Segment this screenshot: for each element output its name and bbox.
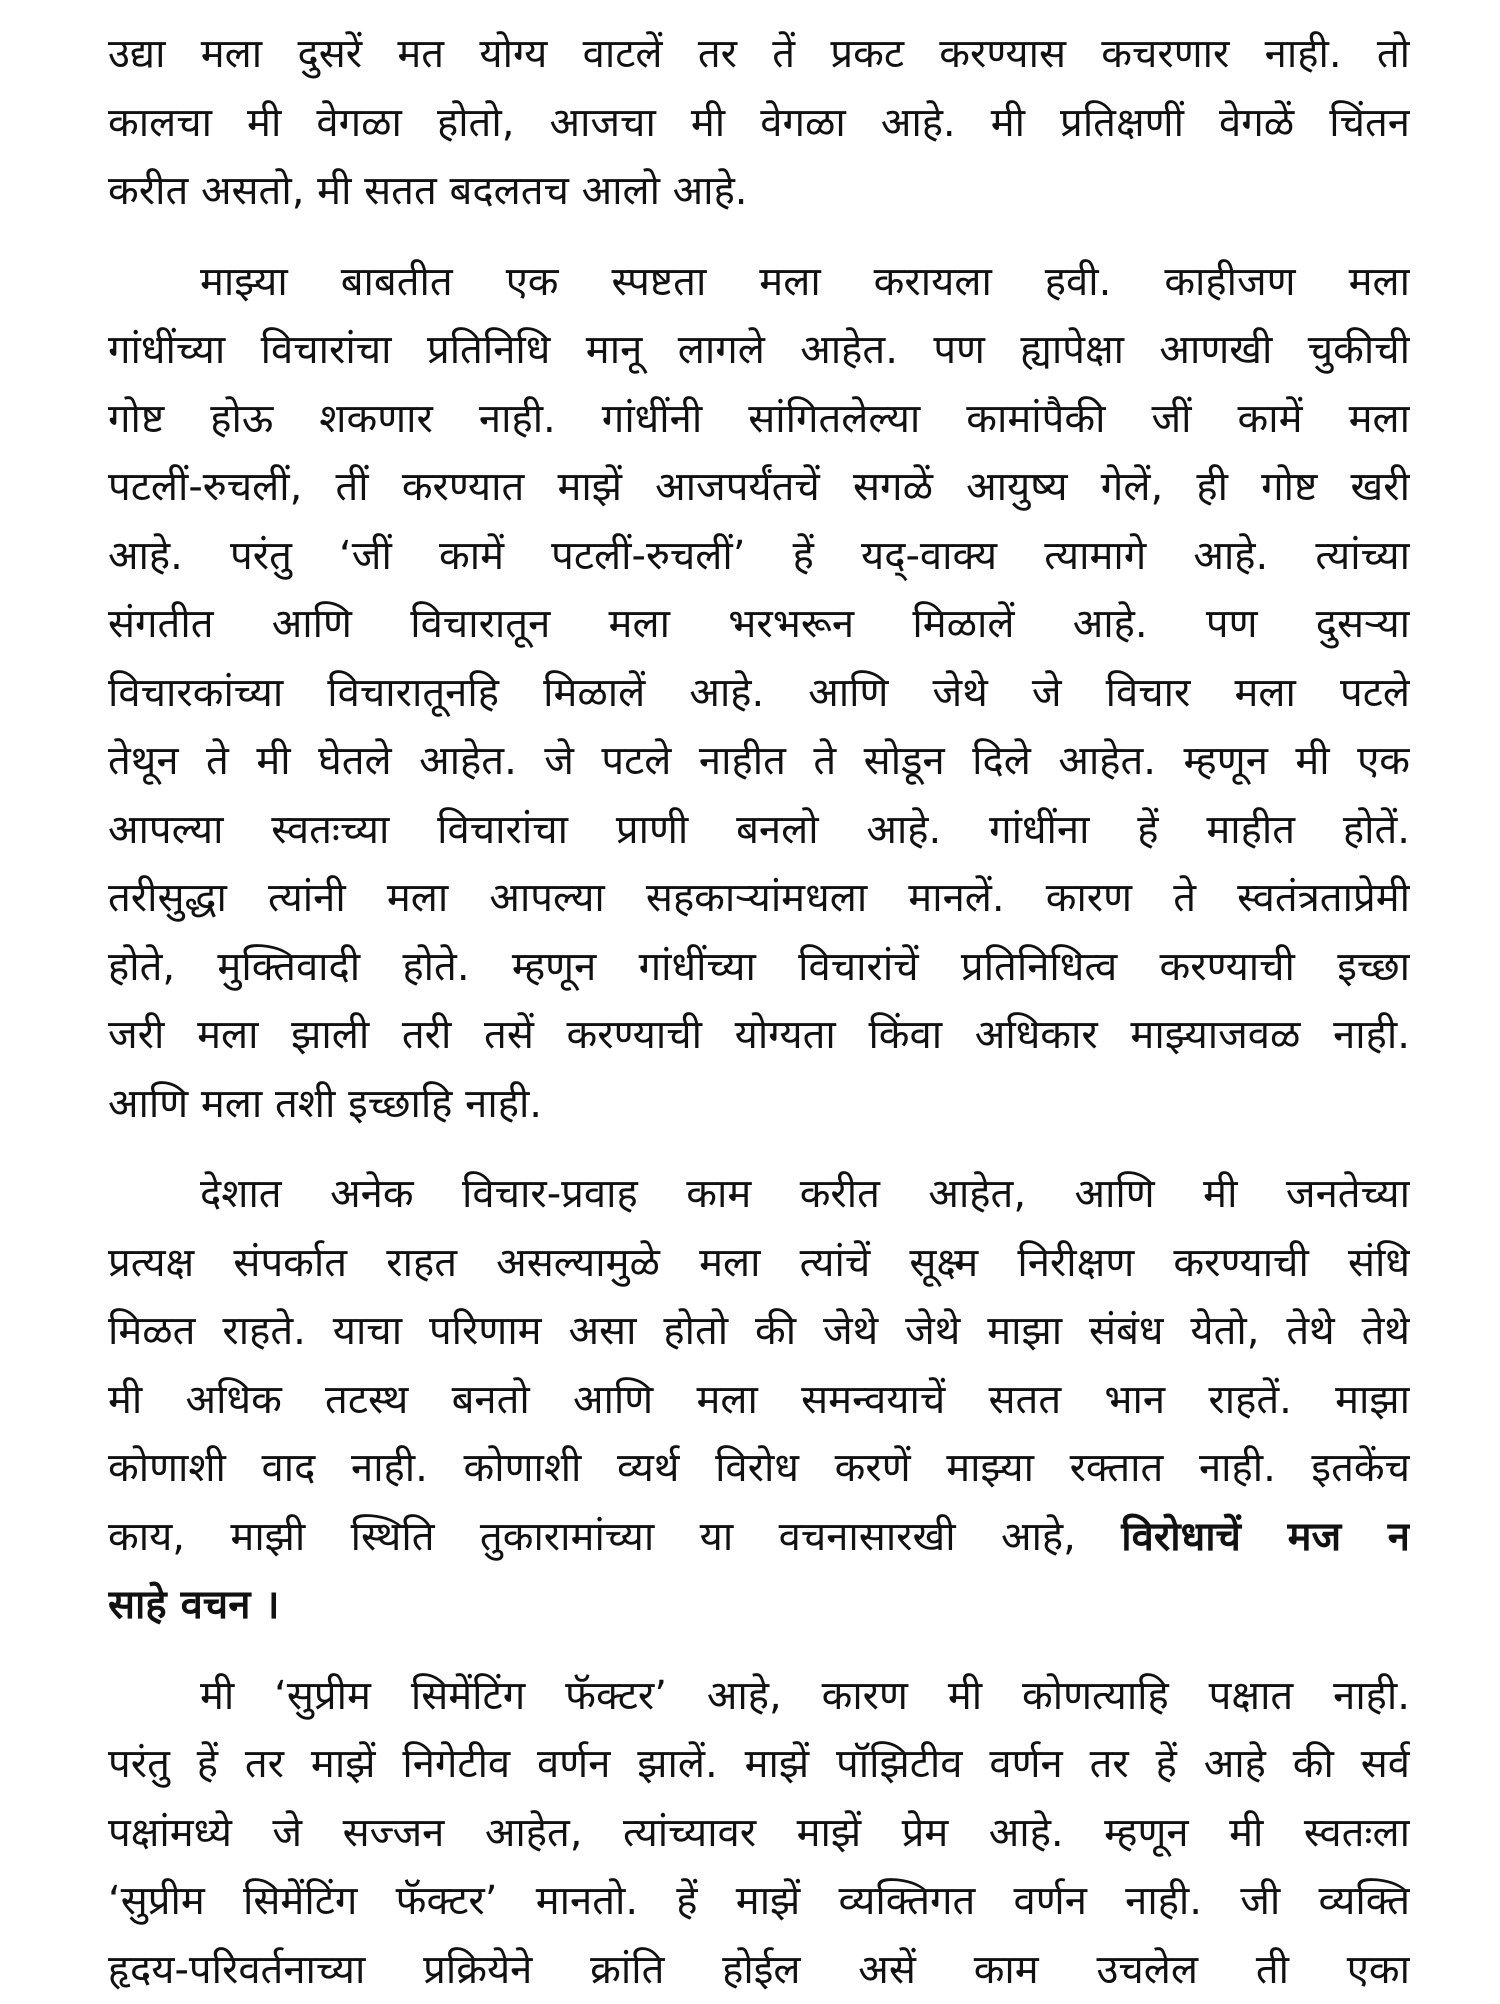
- text-line: देशात अनेक विचार-प्रवाह काम करीत आहेत, आणि मी जनतेच्या: [108, 1160, 1410, 1229]
- text-line: ‘सुप्रीम सिमेंटिंग फॅक्टर’ मानतो. हें माझें व्यक्तिगत वर्णन नाही. जी व्यक्ति: [108, 1867, 1410, 1936]
- paragraph-4: [108, 1662, 1410, 2004]
- text-line: उद्या मला दुसरें मत योग्य वाटलें तर तें प्रकट करण्यास कचरणार नाही. तो: [108, 20, 1410, 89]
- text-line: प्रत्यक्ष संपर्कात राहत असल्यामुळे मला त्यांचें सूक्ष्म निरीक्षण करण्याची संधि: [108, 1229, 1410, 1298]
- text-line: माझ्या बाबतीत एक स्पष्टता मला करायला हवी. काहीजण मला: [108, 248, 1410, 317]
- text-line: संगतीत आणि विचारातून मला भरभरून मिळालें आहे. पण दुसऱ्या: [108, 590, 1410, 659]
- text-line: होते, मुक्तिवादी होते. म्हणून गांधींच्या विचारांचें प्रतिनिधित्व करण्याची इच्छा: [108, 933, 1410, 1002]
- text-line: पटलीं-रुचलीं, तीं करण्यात माझें आजपर्यंतचें सगळें आयुष्य गेलें, ही गोष्ट खरी: [108, 453, 1410, 522]
- text-line: हृदय-परिवर्तनाच्या प्रक्रियेने क्रांति होईल असें काम उचलेल ती एका: [108, 1936, 1410, 2004]
- text-line: करीत असतो, मी सतत बदलतच आलो आहे.: [108, 157, 1410, 226]
- text-line: मिळत राहते. याचा परिणाम असा होतो की जेथे जेथे माझा संबंध येतो, तेथे तेथे: [108, 1297, 1410, 1366]
- text-line-start: काय, माझी स्थिति तुकारामांच्या या वचनासारखी आहे,: [108, 1514, 1076, 1560]
- text-line: गोष्ट होऊ शकणार नाही. गांधींनी सांगितलेल्या कामांपैकी जीं कामें मला: [108, 385, 1410, 454]
- text-line: तेथून ते मी घेतले आहेत. जे पटले नाहीत ते सोडून दिले आहेत. म्हणून मी एक: [108, 727, 1410, 796]
- text-line: कालचा मी वेगळा होतो, आजचा मी वेगळा आहे. मी प्रतिक्षणीं वेगळें चिंतन: [108, 89, 1410, 158]
- text-line: गांधींच्या विचारांचा प्रतिनिधि मानू लागले आहेत. पण ह्यापेक्षा आणखी चुकीची: [108, 316, 1410, 385]
- text-line: जरी मला झाली तरी तसें करण्याची योग्यता किंवा अधिकार माझ्याजवळ नाही.: [108, 1001, 1410, 1070]
- text-line: पक्षांमध्ये जे सज्जन आहेत, त्यांच्यावर माझें प्रेम आहे. म्हणून मी स्वतःला: [108, 1799, 1410, 1868]
- text-line: मी अधिक तटस्थ बनतो आणि मला समन्वयाचें सतत भान राहतें. माझा: [108, 1366, 1410, 1435]
- quote-inline: विरोधाचें मज न: [1121, 1514, 1410, 1560]
- text-line: विचारकांच्या विचारातूनहि मिळालें आहे. आणि जेथे जे विचार मला पटले: [108, 659, 1410, 728]
- paragraph-1: [108, 20, 1410, 226]
- text-line: कोणाशी वाद नाही. कोणाशी व्यर्थ विरोध करणें माझ्या रक्तात नाही. इतकेंच: [108, 1434, 1410, 1503]
- text-line: आणि मला तशी इच्छाहि नाही.: [108, 1070, 1410, 1139]
- paragraph-2: [108, 248, 1410, 1139]
- quote-line: साहे वचन ।: [108, 1571, 1410, 1640]
- text-line: तरीसुद्धा त्यांनी मला आपल्या सहकाऱ्यांमधला मानलें. कारण ते स्वतंत्रताप्रेमी: [108, 864, 1410, 933]
- text-line: आहे. परंतु ‘जीं कामें पटलीं-रुचलीं’ हें यद्-वाक्य त्यामागे आहे. त्यांच्या: [108, 522, 1410, 591]
- text-line: परंतु हें तर माझें निगेटीव वर्णन झालें. माझें पॉझिटीव वर्णन तर हें आहे की सर्व: [108, 1730, 1410, 1799]
- paragraph-3: [108, 1160, 1410, 1640]
- text-line: आपल्या स्वतःच्या विचारांचा प्राणी बनलो आहे. गांधींना हें माहीत होतें.: [108, 796, 1410, 865]
- text-line: मी ‘सुप्रीम सिमेंटिंग फॅक्टर’ आहे, कारण मी कोणत्याहि पक्षात नाही.: [108, 1662, 1410, 1731]
- text-line: [108, 1503, 1410, 1572]
